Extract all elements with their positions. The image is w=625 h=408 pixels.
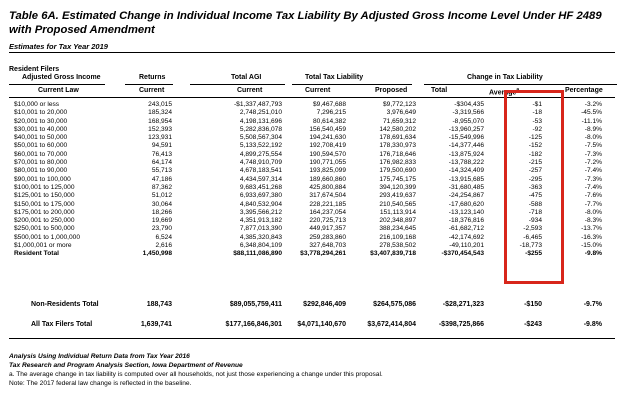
cell-value: 3,976,649 (386, 109, 416, 117)
table-title: Table 6A. Estimated Change in Individual Income Tax Liability By Adjusted Gross Income Level Under HF 2489 with Proposed Amendment (9, 10, 602, 36)
bottom-divider (9, 338, 615, 339)
cell-value: -7.3% (584, 175, 602, 183)
cell-value: -8.0% (584, 134, 602, 142)
row-label: $100,001 to 125,000 (14, 183, 75, 191)
cell-value: 425,800,884 (309, 183, 346, 191)
cell-value: 142,580,202 (379, 125, 416, 133)
cell-value: 193,825,099 (309, 167, 346, 175)
cell-value: -934 (528, 217, 542, 225)
cell-value: 178,691,634 (379, 134, 416, 142)
cell-value: -125 (528, 134, 542, 142)
cell-value: $88,111,086,890 (233, 250, 282, 258)
header-current-law: Current Law (38, 87, 79, 94)
cell-value: 6,348,804,109 (239, 242, 282, 250)
cell-value: 152,393 (148, 125, 172, 133)
cell-value: $9,467,688 (312, 101, 346, 108)
average-column-highlight (504, 90, 564, 284)
cell-value: -14,324,409 (448, 167, 484, 175)
underline-total-agi (190, 84, 285, 85)
cell-value: 94,591 (151, 142, 172, 150)
cell-value: 9,683,451,268 (239, 183, 282, 191)
cell-value: -18,773 (519, 242, 542, 250)
underline-change (424, 84, 617, 85)
cell-value: -7.7% (584, 200, 602, 208)
cell-value: $9,772,123 (382, 101, 416, 108)
cell-value: 175,745,175 (379, 175, 416, 183)
cell-value: 388,234,645 (379, 225, 416, 233)
cell-value: -475 (528, 192, 542, 200)
cell-value: -152 (528, 142, 542, 150)
cell-value: -31,680,485 (448, 183, 484, 191)
cell-value: -15.0% (581, 242, 602, 250)
cell-value: 23,790 (151, 225, 172, 233)
cell-value: 194,241,630 (309, 134, 346, 142)
cell-value: -45.5% (581, 109, 602, 117)
header-agi: Adjusted Gross Income (22, 74, 101, 81)
cell-value: 47,186 (151, 175, 172, 183)
cell-value: 6,933,697,380 (239, 192, 282, 200)
cell-value: 293,419,637 (379, 192, 416, 200)
underline-returns (125, 84, 173, 85)
cell-value: 4,351,913,182 (239, 217, 282, 225)
cell-value: 64,174 (151, 159, 172, 167)
header-total-tax: Total Tax Liability (305, 74, 364, 81)
cell-value: -7.5% (584, 142, 602, 150)
footnote-source-data: Analysis Using Individual Return Data from Tax Year 2016 (9, 353, 190, 360)
cell-value: 123,931 (148, 134, 172, 142)
cell-value: 278,538,502 (379, 242, 416, 250)
cell-value: 216,109,168 (379, 233, 416, 241)
section-label: Resident Filers (9, 66, 60, 73)
cell-value: 228,221,185 (309, 200, 346, 208)
header-tax-proposed: Proposed (375, 87, 408, 94)
cell-value: 4,385,320,843 (239, 233, 282, 241)
cell-value: -2,593 (523, 225, 542, 233)
cell-value: 51,012 (151, 192, 172, 200)
header-agi-current: Current (237, 87, 263, 94)
cell-value: $3,778,294,261 (300, 250, 346, 258)
cell-value: -8,955,070 (452, 117, 484, 125)
table-subtitle: Estimates for Tax Year 2019 (9, 42, 108, 51)
cell-value: -7.4% (584, 167, 602, 175)
cell-value: 55,713 (151, 167, 172, 175)
footnote-note: Note: The 2017 federal law change is reflected in the baseline. (9, 380, 192, 387)
cell-value: 243,015 (148, 101, 172, 108)
cell-value: 7,296,215 (316, 109, 346, 117)
cell-value: -13,875,924 (448, 150, 484, 158)
footnote-source-section: Tax Research and Program Analysis Section, Iowa Department of Revenue (9, 362, 243, 369)
cell-value: $3,407,839,718 (370, 250, 416, 258)
header-change-average: Average$^a$ (489, 87, 520, 97)
cell-value: 317,674,504 (309, 192, 346, 200)
row-label: $175,001 to 200,000 (14, 208, 75, 216)
cell-value: -257 (528, 167, 542, 175)
cell-value: 87,362 (151, 183, 172, 191)
cell-value: -6,465 (523, 233, 542, 241)
row-label: $125,001 to 150,000 (14, 192, 75, 200)
cell-value: -182 (528, 150, 542, 158)
cell-value: -$1,337,487,793 (233, 101, 282, 108)
underline-agi (9, 84, 105, 85)
cell-value: -13.7% (581, 225, 602, 233)
cell-value: -92 (532, 125, 542, 133)
row-label: $20,001 to 30,000 (14, 117, 68, 125)
cell-value: -42,174,692 (448, 233, 484, 241)
cell-value: 327,648,703 (309, 242, 346, 250)
cell-value: -61,682,712 (448, 225, 484, 233)
cell-value: 185,324 (148, 109, 172, 117)
cell-value: -718 (528, 208, 542, 216)
row-label: $150,001 to 175,000 (14, 200, 75, 208)
cell-value: -17,680,620 (448, 200, 484, 208)
cell-value: 2,748,251,010 (239, 109, 282, 117)
cell-value: 210,540,565 (379, 200, 416, 208)
cell-value: 4,899,275,554 (239, 150, 282, 158)
cell-value: 449,917,357 (309, 225, 346, 233)
cell-value: 394,120,399 (379, 183, 416, 191)
cell-value: 176,982,833 (379, 159, 416, 167)
cell-value: -7.2% (584, 159, 602, 167)
cell-value: -18 (532, 109, 542, 117)
cell-value: 179,500,690 (379, 167, 416, 175)
cell-value: -13,788,222 (448, 159, 484, 167)
cell-value: 190,771,055 (309, 159, 346, 167)
cell-value: -$304,435 (454, 101, 484, 108)
row-label: $500,001 to 1,000,000 (14, 233, 80, 241)
header-returns: Returns (139, 74, 166, 81)
header-change: Change in Tax Liability (467, 74, 543, 81)
cell-value: -15,549,996 (448, 134, 484, 142)
cell-value: 4,840,532,904 (239, 200, 282, 208)
cell-value: -588 (528, 200, 542, 208)
cell-value: 6,524 (155, 233, 172, 241)
cell-value: 178,330,973 (379, 142, 416, 150)
cell-value: 7,877,013,390 (239, 225, 282, 233)
cell-value: -295 (528, 175, 542, 183)
row-label: $1,000,001 or more (14, 242, 72, 250)
header-change-percentage: Percentage (565, 87, 603, 94)
cell-value: 5,133,522,192 (239, 142, 282, 150)
cell-value: 1,450,998 (142, 250, 172, 258)
cell-value: -7.3% (584, 150, 602, 158)
cell-value: -3,319,566 (452, 109, 484, 117)
cell-value: 19,669 (151, 217, 172, 225)
header-change-total: Total (431, 87, 448, 94)
cell-value: -8.9% (584, 125, 602, 133)
row-label: $50,001 to 60,000 (14, 142, 68, 150)
cell-value: 30,064 (151, 200, 172, 208)
cell-value: -9.8% (584, 250, 602, 258)
header-tax-current: Current (305, 87, 331, 94)
cell-value: -3.2% (584, 101, 602, 108)
row-label: $60,001 to 70,000 (14, 150, 68, 158)
cell-value: -14,377,446 (448, 142, 484, 150)
cell-value: 189,660,860 (309, 175, 346, 183)
cell-value: 76,413 (151, 150, 172, 158)
row-label: $80,001 to 90,000 (14, 167, 68, 175)
row-label: $40,001 to 50,000 (14, 134, 68, 142)
cell-value: -24,254,867 (448, 192, 484, 200)
cell-value: 71,659,312 (382, 117, 416, 125)
cell-value: 18,266 (151, 208, 172, 216)
cell-value: -49,110,201 (449, 242, 484, 250)
cell-value: 80,614,382 (312, 117, 346, 125)
row-label: $90,001 to 100,000 (14, 175, 71, 183)
cell-value: 176,718,646 (379, 150, 416, 158)
row-label: $250,001 to 500,000 (14, 225, 75, 233)
cell-value: 3,395,566,212 (239, 208, 282, 216)
row-label: $30,001 to 40,000 (14, 125, 68, 133)
cell-value: -7.4% (584, 183, 602, 191)
cell-value: 4,198,131,696 (239, 117, 282, 125)
cell-value: -8.0% (584, 208, 602, 216)
footnote-a: a. The average change in tax liability is computed over all households, not just those experiencing a change under this proposal. (9, 371, 383, 378)
cell-value: -215 (528, 159, 542, 167)
header-total-agi: Total AGI (231, 74, 262, 81)
cell-value: -$255 (525, 250, 542, 258)
cell-value: 5,508,567,304 (239, 134, 282, 142)
cell-value: 156,540,459 (309, 125, 346, 133)
row-label: Resident Total (14, 250, 59, 258)
cell-value: 220,725,713 (309, 217, 346, 225)
cell-value: -8.3% (584, 217, 602, 225)
row-label: $10,001 to 20,000 (14, 109, 68, 117)
cell-value: 2,616 (155, 242, 172, 250)
cell-value: 5,282,836,078 (239, 125, 282, 133)
cell-value: 259,283,860 (309, 233, 346, 241)
cell-value: 151,113,914 (379, 208, 416, 216)
cell-value: -16.3% (581, 233, 602, 241)
cell-value: -7.6% (584, 192, 602, 200)
cell-value: -13,123,140 (448, 208, 484, 216)
cell-value: -18,376,816 (448, 217, 484, 225)
cell-value: -11.1% (581, 117, 602, 125)
cell-value: 168,954 (148, 117, 172, 125)
cell-value: 202,348,897 (379, 217, 416, 225)
cell-value: 192,708,419 (309, 142, 346, 150)
cell-value: -53 (532, 117, 542, 125)
cell-value: -13,960,257 (448, 125, 484, 133)
row-label: $70,001 to 80,000 (14, 159, 68, 167)
cell-value: -363 (528, 183, 542, 191)
row-label: $200,001 to 250,000 (14, 217, 75, 225)
top-divider (9, 52, 615, 53)
cell-value: -$1 (532, 101, 542, 108)
cell-value: 190,594,570 (309, 150, 346, 158)
cell-value: -$370,454,543 (441, 250, 484, 258)
cell-value: 164,237,054 (309, 208, 346, 216)
header-returns-current: Current (139, 87, 165, 94)
cell-value: 4,434,597,314 (239, 175, 282, 183)
cell-value: 4,678,183,541 (239, 167, 282, 175)
row-label: $10,000 or less (14, 101, 60, 108)
cell-value: 4,748,910,709 (239, 159, 282, 167)
underline-total-tax (292, 84, 412, 85)
cell-value: -13,915,685 (448, 175, 484, 183)
